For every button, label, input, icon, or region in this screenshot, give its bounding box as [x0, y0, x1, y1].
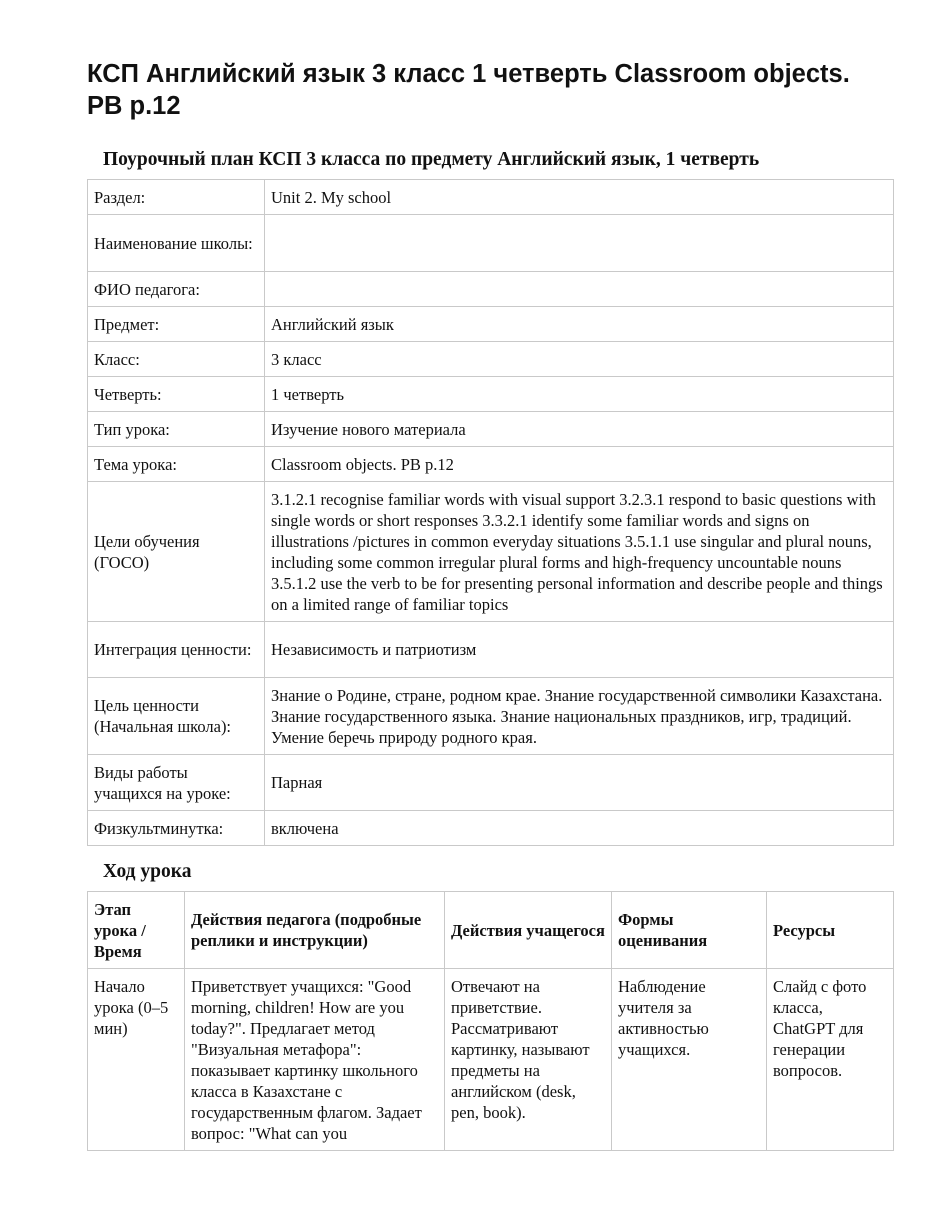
resources-cell: Слайд с фото класса, ChatGPT для генерации вопросов. [767, 969, 894, 1151]
info-value: 3.1.2.1 recognise familiar words with visual support 3.2.3.1 respond to basic questions with single words or short responses 3.3.2.1 identify some familiar words and signs on illustrations /pictures in common everyday situations 3.5.1.1 use singular and plural nouns, including some common irregular plural forms and high-frequency uncountable nouns 3.5.1.2 use the verb to be for presenting personal information and describe people and things on a limited range of familiar topics [265, 482, 894, 622]
lesson-header-row [88, 892, 894, 969]
info-value: Изучение нового материала [265, 412, 894, 447]
info-label: Четверть: [88, 377, 265, 412]
document-title: КСП Английский язык 3 класс 1 четверть Classroom objects. PB p.12 [87, 60, 850, 120]
info-row-lesson-type [88, 412, 894, 447]
info-value: Classroom objects. PB p.12 [265, 447, 894, 482]
info-row-value-goal [88, 678, 894, 755]
column-header-stage: Этап урока / Время [88, 892, 185, 969]
stage-cell: Начало урока (0–5 мин) [88, 969, 185, 1151]
column-header-student-actions: Действия учащегося [445, 892, 612, 969]
info-row-school [88, 215, 894, 272]
info-label: Интеграция ценности: [88, 622, 265, 678]
lesson-info-table [87, 179, 894, 846]
info-value: Unit 2. My school [265, 180, 894, 215]
plan-heading: Поурочный план КСП 3 класса по предмету Английский язык, 1 четверть [103, 149, 760, 170]
info-row-class [88, 342, 894, 377]
info-label: Раздел: [88, 180, 265, 215]
info-label: Наименование школы: [88, 215, 265, 272]
info-label: Предмет: [88, 307, 265, 342]
info-value: Парная [265, 755, 894, 811]
info-value [265, 272, 894, 307]
info-label: Цели обучения (ГОСО) [88, 482, 265, 622]
column-header-teacher-actions: Действия педагога (подробные реплики и инструкции) [185, 892, 445, 969]
lesson-progress-table [87, 891, 894, 1151]
student-actions-cell: Отвечают на приветствие. Рассматривают картинку, называют предметы на английском (desk, pen, book). [445, 969, 612, 1151]
info-row-learning-goals [88, 482, 894, 622]
column-header-assessment: Формы оценивания [612, 892, 767, 969]
info-label: Цель ценности (Начальная школа): [88, 678, 265, 755]
info-label: Тип урока: [88, 412, 265, 447]
info-value [265, 215, 894, 272]
info-label: Тема урока: [88, 447, 265, 482]
info-value: Независимость и патриотизм [265, 622, 894, 678]
info-label: Физкультминутка: [88, 811, 265, 846]
info-value: включена [265, 811, 894, 846]
info-label: Виды работы учащихся на уроке: [88, 755, 265, 811]
table-row [88, 969, 894, 1151]
info-value: 3 класс [265, 342, 894, 377]
info-row-work-types [88, 755, 894, 811]
info-row-teacher [88, 272, 894, 307]
info-row-physical-break [88, 811, 894, 846]
info-row-quarter [88, 377, 894, 412]
info-label: Класс: [88, 342, 265, 377]
teacher-actions-cell: Приветствует учащихся: "Good morning, children! How are you today?". Предлагает метод "Визуальная метафора": показывает картинку школьного класса в Казахстане с государственным флагом. Задает вопрос: "What can you [185, 969, 445, 1151]
info-row-section [88, 180, 894, 215]
info-row-topic [88, 447, 894, 482]
info-row-values-integration [88, 622, 894, 678]
info-value: 1 четверть [265, 377, 894, 412]
info-row-subject [88, 307, 894, 342]
assessment-cell: Наблюдение учителя за активностью учащихся. [612, 969, 767, 1151]
info-label: ФИО педагога: [88, 272, 265, 307]
progress-heading: Ход урока [103, 861, 192, 882]
column-header-resources: Ресурсы [767, 892, 894, 969]
info-value: Знание о Родине, стране, родном крае. Знание государственной символики Казахстана. Знание государственного языка. Знание национальных праздников, игр, традиций. Умение беречь природу родного края. [265, 678, 894, 755]
info-value: Английский язык [265, 307, 894, 342]
